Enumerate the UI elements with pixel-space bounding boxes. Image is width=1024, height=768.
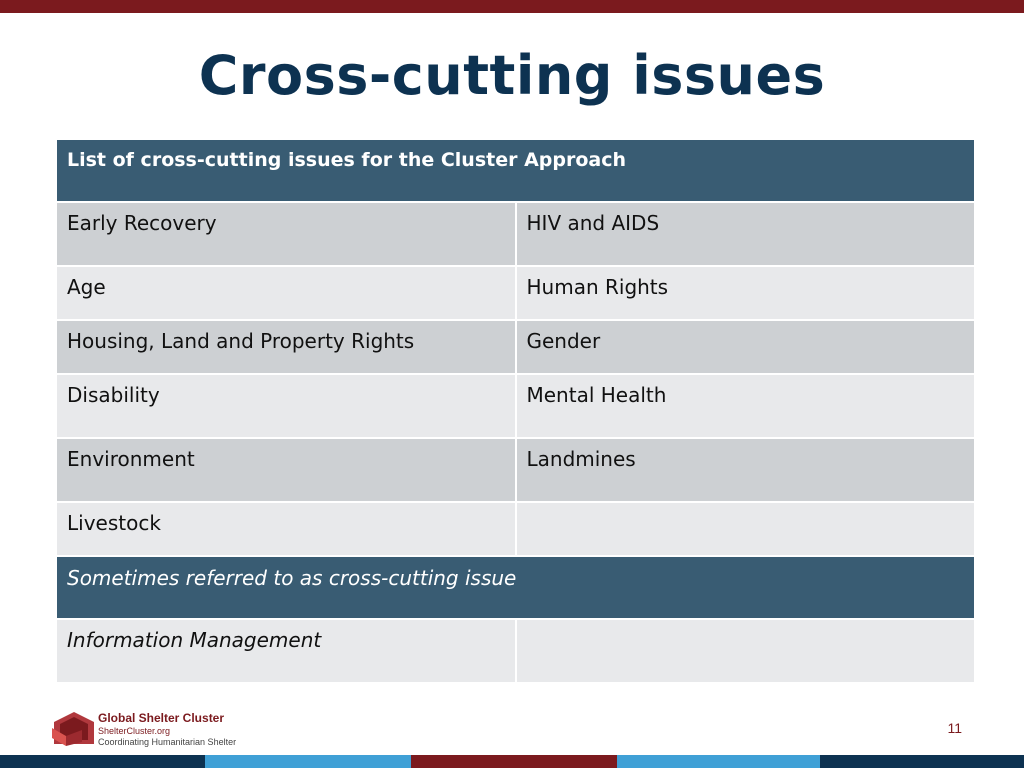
org-name: Global Shelter Cluster [98, 711, 225, 725]
bottom-bar-segment [617, 755, 820, 768]
table-row [56, 619, 975, 683]
shelter-cluster-logo-icon [52, 708, 96, 748]
table-cell: Age [56, 266, 516, 320]
table-cell: Mental Health [516, 374, 976, 438]
table-row [56, 202, 975, 266]
table-header-row [56, 139, 975, 202]
table-cell: Housing, Land and Property Rights [56, 320, 516, 374]
bottom-bar-segment [205, 755, 411, 768]
table-row [56, 266, 975, 320]
table-header-cell: List of cross-cutting issues for the Cluster Approach [56, 139, 975, 202]
table-subheader-row [56, 556, 975, 619]
bottom-bar-segment [820, 755, 1024, 768]
org-website-link[interactable]: ShelterCluster.org [98, 726, 171, 736]
table-cell [516, 619, 976, 683]
table-subheader-cell: Sometimes referred to as cross-cutting issue [56, 556, 975, 619]
table-cell: HIV and AIDS [516, 202, 976, 266]
table-row [56, 438, 975, 502]
top-accent-bar [0, 0, 1024, 13]
page-number: 11 [947, 720, 962, 736]
table-cell: Environment [56, 438, 516, 502]
table-cell: Early Recovery [56, 202, 516, 266]
table-cell: Human Rights [516, 266, 976, 320]
table-cell: Information Management [56, 619, 516, 683]
org-tagline: Coordinating Humanitarian Shelter [98, 737, 237, 747]
table-row [56, 502, 975, 556]
table-cell: Landmines [516, 438, 976, 502]
table-row [56, 320, 975, 374]
slide-title: Cross-cutting issues [198, 44, 826, 107]
bottom-bar-segment [0, 755, 205, 768]
table-cell: Disability [56, 374, 516, 438]
table-row [56, 374, 975, 438]
table-cell: Livestock [56, 502, 516, 556]
table-cell: Gender [516, 320, 976, 374]
bottom-bar-segment [411, 755, 617, 768]
table-cell [516, 502, 976, 556]
bottom-accent-bar [0, 755, 1024, 768]
cross-cutting-issues-table [55, 138, 976, 684]
